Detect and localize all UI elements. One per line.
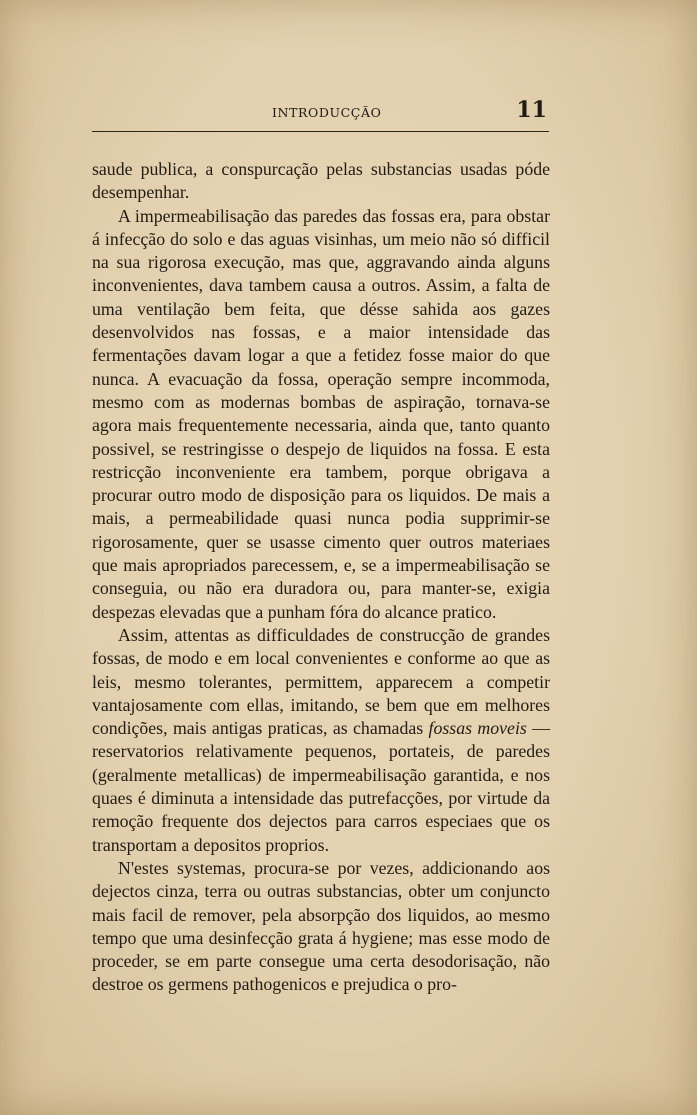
- italic-term: fossas moveis: [428, 718, 527, 739]
- paragraph: saude publica, a conspurcação pelas substancias usadas póde desempenhar.: [92, 159, 550, 203]
- running-head: INTRODUCÇÃO: [272, 105, 382, 120]
- paragraph-text: Assim, attentas as difficuldades de construcção de grandes fossas, de modo e em local convenientes e conforme ao que as leis, mesmo tolerantes, permittem, apparecem a competir vantajosamente com ellas, imitando, se bem que em melhores condições, mais antigas praticas, as chamadas: [92, 624, 550, 739]
- paragraph-text: — reservatorios relativamente pequenos, portateis, de paredes (geralmente metallicas) de impermeabilisação garantida, e nos quaes é diminuta a intensidade das putrefacções, por virtude da remoção frequente dos dejectos para carros especiaes que os transportam a depositos proprios.: [92, 718, 550, 855]
- paragraph: N'estes systemas, procura-se por vezes, addicionando aos dejectos cinza, terra ou outras substancias, obter um conjuncto mais facil de remover, pela absorpção dos liquidos, ao mesmo tempo que uma desinfecção grata á hygiene; mas esse modo de proceder, se em parte consegue uma certa desodorisação, não destroe os germens pathogenicos e prejudica o pro-: [92, 857, 550, 995]
- body-text: [92, 158, 550, 997]
- page-number: 11: [516, 97, 547, 123]
- page-header: [92, 97, 549, 132]
- paragraph: A impermeabilisação das paredes das fossas era, para obstar á infecção do solo e das aguas visinhas, um meio não só difficil na sua rigorosa execução, mas que, aggravando ainda alguns inconvenientes, dava tambem causa a outros. Assim, a falta de uma ventilação bem feita, que désse sahida aos gazes desenvolvidos nas fossas, e a maior intensidade das fermentações davam logar a que a fetidez fosse maior do que nunca. A evacuação da fossa, operação sempre incommoda, mesmo com as modernas bombas de aspiração, tornava-se agora mais frequentemente necessaria, ainda que, tanto quanto possivel, se restringisse o despejo de liquidos na fossa. E esta restricção inconveniente era tambem, porque obrigava a procurar outro modo de disposição para os liquidos. De mais a mais, a permeabilidade quasi nunca podia supprimir-se rigorosamente, quer se usasse cimento quer outros materiaes que mais apropriados parecessem, e, se a impermeabilisação se conseguia, ou não era duradora ou, para manter-se, exigia despezas elevadas que a punham fóra do alcance pratico.: [92, 205, 550, 622]
- paragraph: [92, 624, 550, 857]
